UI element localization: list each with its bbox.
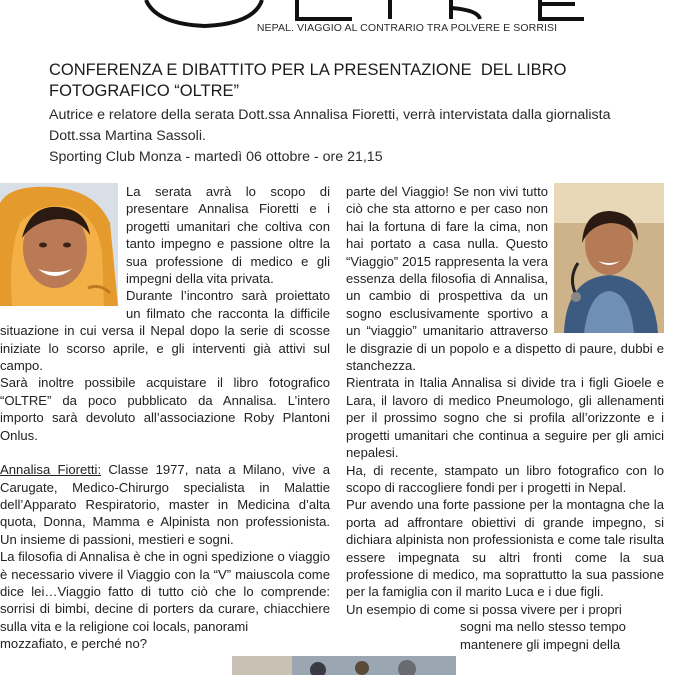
header-logo (0, 0, 677, 42)
right-column (346, 183, 664, 653)
left-paragraph-2: Durante l’incontro sarà proiettato un filmato che racconta la difficile situazione in cui versa il Nepal dopo la serie di scosse iniziate lo scorso aprile, e gli interventi già attivi sul campo. (0, 288, 330, 374)
oltre-logo-mark (0, 0, 677, 42)
left-paragraph-5: La filosofia di Annalisa è che in ogni spedizione o viaggio è necessario vivere il Viaggio con la “V” maiuscola come dice lei…Viaggio fatto di tutto ciò che lo comprende: sorrisi di bimbi, decine di porters da curare, chiacchiere sulla vita e la religione coi locals, panorami (0, 549, 330, 634)
portrait-photo-jacket (0, 183, 118, 306)
page-title: CONFERENZA E DIBATTITO PER LA PRESENTAZIONE DEL LIBRO FOTOGRAFICO “OLTRE” (49, 61, 572, 100)
right-paragraph-3: Ha, di recente, stampato un libro fotografico con lo scopo di raccogliere fondi per i progetti in Nepal. (346, 462, 664, 495)
intro-author-line: Autrice e relatore della serata Dott.ssa Annalisa Fioretti, verrà intervistata dalla giornalista Dott.ssa Martina Sassoli. (49, 107, 611, 144)
bio-text: Classe 1977, nata a Milano, vive a Carugate, Medico-Chirurgo specialista in Malattie dell’Apparato Respiratorio, master in Medicina d’alta quota, Donna, Mamma e Alpinista non professionista. Un insieme di passioni, mestieri e sogni. (0, 462, 330, 547)
bottom-photo (232, 656, 456, 675)
bio-paragraph (0, 461, 330, 548)
intro (49, 105, 649, 168)
bio-name: Annalisa Fioretti: (0, 462, 102, 478)
portrait-photo-doctor (554, 183, 664, 333)
right-paragraph-1: parte del Viaggio! Se non vivi tutto ciò che sta attorno e per caso non hai la fortuna di fare la cima, non hai portato a casa nulla. Questo “Viaggio” 2015 rappresenta la vera essenza della filosofia di Annalisa, un cambio di prospettiva da un sogno esclusivamente sportivo a un “viaggio” umanitario attraverso le disgrazie di un popolo e a dispetto di paure, dubbi e stanchezza. (346, 184, 664, 374)
left-paragraph-5-end: mozzafiato, e perché no? (0, 636, 148, 652)
left-paragraph-3 (0, 374, 330, 444)
right-paragraph-5: Un esempio di come si possa vivere per i propri (346, 601, 622, 617)
left-column (0, 183, 330, 653)
right-paragraph-5c: mantenere gli impegni della (460, 636, 621, 652)
left-paragraph-3-end: . (34, 427, 38, 443)
right-paragraph-4: Pur avendo una forte passione per la montagna che la porta ad affrontare obiettivi di grande impegno, si dichiara alpinista non professionista e come tale risulta essere impegnata su altri fronti come la sua professione di medico, ma soprattutto la sua passione per la famiglia con il marito Luca e i due figli. (346, 497, 664, 600)
right-paragraph-2: Rientrata in Italia Annalisa si divide tra i figli Gioele e Lara, il lavoro di medico Pneumologo, gli allenamenti per il prossimo sogno che si profila all’orizzonte e i progetti umanitari che continua a seguire per gli amici nepalesi. (346, 375, 664, 461)
intro-event-line: Sporting Club Monza - martedì 06 ottobre - ore 21,15 (49, 149, 383, 165)
association-name: Roby Plantoni Onlus (0, 410, 330, 443)
logo-tagline: NEPAL. VIAGGIO AL CONTRARIO TRA POLVERE E SORRISI (256, 22, 558, 34)
left-paragraph-3-text: Sarà inoltre possibile acquistare il libro fotografico “OLTRE” da poco pubblicato da Annalisa. L’intero importo sarà devoluto all’associazione (0, 375, 330, 426)
right-paragraph-5b: sogni ma nello stesso tempo (460, 619, 626, 635)
left-paragraph-1: La serata avrà lo scopo di presentare Annalisa Fioretti e i progetti umanitari che coltiva con tanto impegno e passione oltre la sua professione di medico e gli impegni della vita privata. (126, 184, 330, 287)
